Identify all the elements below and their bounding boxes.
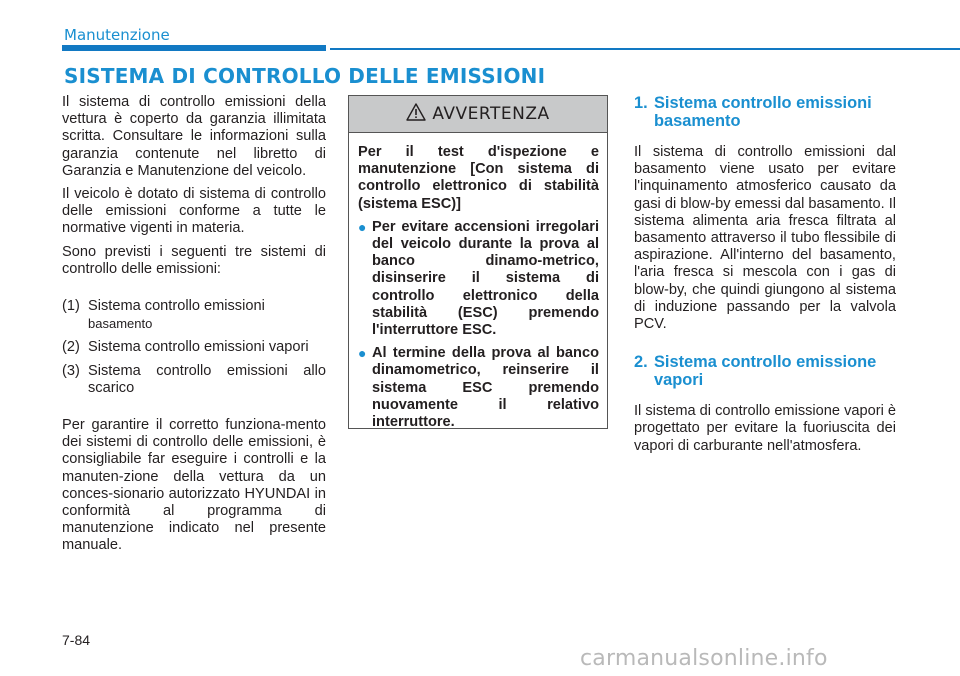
list-subtext: basamento <box>88 316 153 332</box>
header-bar-thin <box>330 48 960 50</box>
warning-bullet <box>358 219 599 339</box>
list-item <box>62 339 326 356</box>
subsection-number: 2. <box>634 353 648 372</box>
section-label: Manutenzione <box>64 26 170 44</box>
list-text: Sistema controllo emissioni allo scarico <box>88 362 326 396</box>
warning-body <box>349 133 607 431</box>
warning-title: AVVERTENZA <box>432 104 550 124</box>
warning-bullet-text: Al termine della prova al banco dinamometrico, reinserire il sistema ESC premendo nuovamente il relativo interruttore. <box>372 345 599 431</box>
subsection-number: 1. <box>634 94 648 112</box>
left-column <box>62 94 326 555</box>
page-number: 7-84 <box>62 632 91 648</box>
watermark: carmanualsonline.info <box>580 646 828 671</box>
subsection-heading-crankcase <box>634 94 896 130</box>
header-bar-thick <box>62 45 326 51</box>
subsection-title: Sistema controllo emissioni basamento <box>654 94 872 130</box>
list-item <box>62 298 326 333</box>
warning-intro: Per il test d'ispezione e manutenzione [Con sistema di controllo elettronico di stabilità (sistema ESC)] <box>358 144 599 212</box>
paragraph-compliance: Il veicolo è dotato di sistema di controllo delle emissioni conforme a tutte le normative vigenti in materia. <box>62 186 326 237</box>
list-number: (1) <box>62 298 80 315</box>
paragraph-maintenance: Per garantire il corretto funziona-mento dei sistemi di controllo delle emissioni, è consigliabile far eseguire i controlli e la manuten-zione della vettura da un conces-sionario autorizzato HYUNDAI in conformità al programma di manutenzione indicato nel presente manuale. <box>62 417 326 554</box>
warning-bullet <box>358 345 599 431</box>
bullet-dot-icon: ● <box>358 345 367 362</box>
page-title: SISTEMA DI CONTROLLO DELLE EMISSIONI <box>64 64 546 88</box>
subsection-title: Sistema controllo emissione vapori <box>654 353 877 390</box>
bullet-dot-icon: ● <box>358 218 367 235</box>
list-item <box>62 363 326 397</box>
paragraph-crankcase: Il sistema di controllo emissioni dal basamento viene usato per evitare l'inquinamento atmosferico causato da gasi di blow-by emessi dal basamento. Il sistema alimenta aria fresca filtrata al basamento attraverso il tubo flessibile di aspirazione. All'interno del basamento, l'aria fresca si mescola con i gas di blow-by, che quindi giungono al sistema di induzione passando per la valvola PCV. <box>634 144 897 333</box>
list-text: Sistema controllo emissioni <box>88 298 265 315</box>
list-number: (2) <box>62 339 80 356</box>
warning-bullet-text: Per evitare accensioni irregolari del veicolo durante la prova al banco dinamo-metrico, disinserire il sistema di controllo elettronico della stabilità (ESC) premendo l'interruttore ESC. <box>372 218 599 339</box>
list-text: Sistema controllo emissioni vapori <box>88 339 309 356</box>
subsection-heading-vapor <box>634 353 896 389</box>
paragraph-warranty: Il sistema di controllo emissioni della vettura è coperto da garanzia illimitata scritta. Consultare le informazioni sulla garanzia contenute nel libretto di Garanzia e Manutenzione del veicolo. <box>62 94 326 179</box>
warning-header <box>349 96 607 133</box>
list-number: (3) <box>62 362 80 379</box>
paragraph-systems-intro: Sono previsti i seguenti tre sistemi di controllo delle emissioni: <box>62 243 326 277</box>
warning-box <box>348 95 608 429</box>
warning-triangle-icon <box>406 103 426 126</box>
paragraph-vapor: Il sistema di controllo emissione vapori è progettato per evitare la fuoriuscita dei vapori di carburante nell'atmosfera. <box>634 403 896 454</box>
right-column <box>634 94 896 455</box>
